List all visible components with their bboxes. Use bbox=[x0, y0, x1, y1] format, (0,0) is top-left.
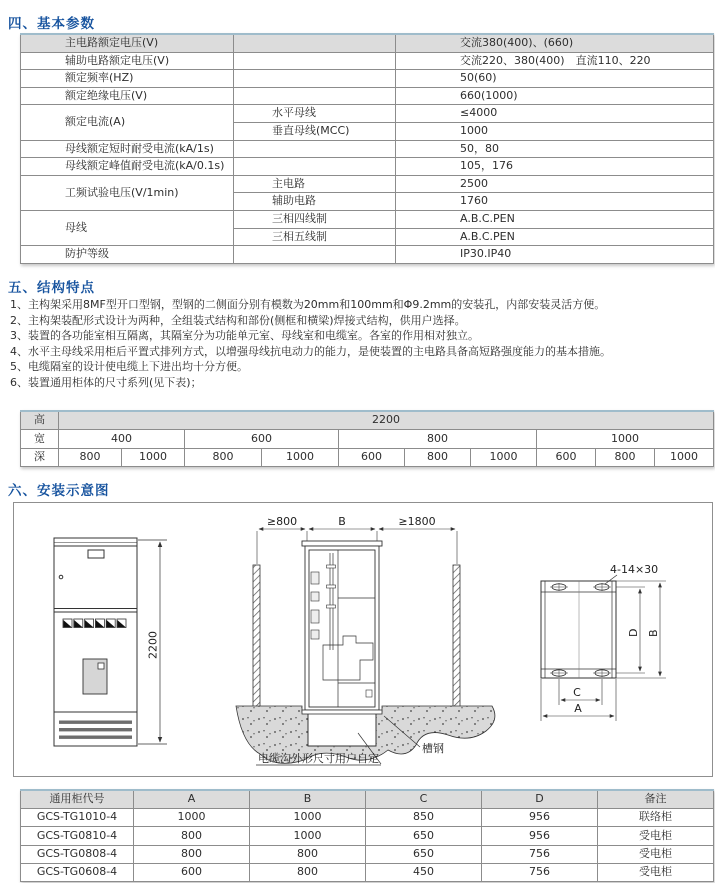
cabinet-code: GCS-TG1010-4 bbox=[21, 809, 134, 827]
param-label: 辅助电路额定电压(V) bbox=[21, 52, 234, 70]
dim-depth-value: 1000 bbox=[262, 448, 339, 466]
dim-depth-value: 600 bbox=[339, 448, 405, 466]
dim-depth-value: 800 bbox=[596, 448, 655, 466]
cable-trench bbox=[309, 713, 375, 745]
cabinet-base bbox=[302, 710, 382, 714]
param-sub: 主电路 bbox=[234, 175, 396, 193]
column-header: 备注 bbox=[598, 790, 714, 809]
table-row bbox=[21, 411, 714, 430]
feature-item: 2、主构架装配形式设计为两种，全组装式结构和部份(侧框和横梁)焊接式结构，供用户选择。 bbox=[10, 313, 466, 327]
cabinet-code: GCS-TG0808-4 bbox=[21, 845, 134, 863]
feature-item: 1、主构架采用8MF型开口型钢，型钢的二侧面分别有模数为20mm和100mm和Φ9.2mm的安装孔，内部安装灵活方便。 bbox=[10, 298, 606, 311]
dim-depth-value: 800 bbox=[405, 448, 471, 466]
cabinet-dim-c: 450 bbox=[366, 863, 482, 881]
cabinet-section-view bbox=[236, 515, 495, 765]
dim-depth-value: 600 bbox=[537, 448, 596, 466]
param-label: 额定电流(A) bbox=[21, 105, 234, 140]
cabinet-dim-d: 956 bbox=[482, 809, 598, 827]
section-cabinet-body bbox=[302, 541, 382, 714]
param-value: 1000 bbox=[396, 122, 714, 140]
param-value: 50，80 bbox=[396, 140, 714, 158]
param-label: 主电路额定电压(V) bbox=[21, 34, 234, 52]
dim-width-value: 400 bbox=[59, 430, 185, 448]
param-sub bbox=[234, 87, 396, 105]
channel-steel-label: 槽钢 bbox=[422, 742, 444, 755]
dim-label: 宽 bbox=[21, 430, 59, 448]
dim-depth-value: 800 bbox=[185, 448, 262, 466]
table-row bbox=[21, 105, 714, 123]
cabinet-dim-a: 800 bbox=[134, 845, 250, 863]
installation-diagram bbox=[13, 502, 713, 777]
dim-depth-value: 800 bbox=[59, 448, 122, 466]
param-sub: 三相五线制 bbox=[234, 228, 396, 246]
dim-depth-value: 1000 bbox=[122, 448, 185, 466]
table-row bbox=[21, 140, 714, 158]
dim-b-label: B bbox=[647, 629, 660, 637]
cabinet-width-label: B bbox=[338, 515, 346, 528]
param-sub bbox=[234, 34, 396, 52]
slot-hole-size-label: 4-14×30 bbox=[610, 563, 659, 576]
dim-a-label: A bbox=[574, 702, 582, 715]
column-header: D bbox=[482, 790, 598, 809]
cabinet-dim-b: 1000 bbox=[250, 827, 366, 845]
param-sub: 三相四线制 bbox=[234, 210, 396, 228]
table-row bbox=[21, 827, 714, 845]
column-header: 通用柜代号 bbox=[21, 790, 134, 809]
table-row bbox=[21, 430, 714, 448]
table-row bbox=[21, 210, 714, 228]
param-sub: 垂直母线(MCC) bbox=[234, 122, 396, 140]
mounting-plan-view bbox=[541, 563, 666, 721]
param-value: 50(60) bbox=[396, 70, 714, 88]
dim-label: 深 bbox=[21, 448, 59, 466]
param-label: 防护等级 bbox=[21, 246, 234, 264]
dim-width-value: 1000 bbox=[537, 430, 714, 448]
dim-depth-value: 1000 bbox=[655, 448, 714, 466]
cabinet-code: GCS-TG0810-4 bbox=[21, 827, 134, 845]
column-header: C bbox=[366, 790, 482, 809]
cabinet-dim-d: 956 bbox=[482, 827, 598, 845]
cabinet-dim-b: 800 bbox=[250, 863, 366, 881]
cabinet-remark: 受电柜 bbox=[598, 863, 714, 881]
cabinet-remark: 联络柜 bbox=[598, 809, 714, 827]
param-sub bbox=[234, 70, 396, 88]
cabinet-dim-a: 1000 bbox=[134, 809, 250, 827]
cabinet-dim-d: 756 bbox=[482, 845, 598, 863]
cabinet-dim-c: 650 bbox=[366, 845, 482, 863]
feature-item: 3、装置的各功能室相互隔离，其隔室分为功能单元室、母线室和电缆室。各室的作用相对独立。 bbox=[10, 329, 479, 342]
right-clearance-label: ≥1800 bbox=[398, 515, 436, 528]
table-row bbox=[21, 863, 714, 881]
param-value: 660(1000) bbox=[396, 87, 714, 105]
param-label: 母线额定短时耐受电流(kA/1s) bbox=[21, 140, 234, 158]
cabinet-code: GCS-TG0608-4 bbox=[21, 863, 134, 881]
cabinet-remark: 受电柜 bbox=[598, 845, 714, 863]
feature-item: 5、电缆隔室的设计使电缆上下进出均十分方便。 bbox=[10, 360, 248, 373]
cabinet-dim-b: 800 bbox=[250, 845, 366, 863]
section-title-structure: 五、结构特点 bbox=[8, 280, 95, 296]
table-row bbox=[21, 52, 714, 70]
param-label: 工频试验电压(V/1min) bbox=[21, 175, 234, 210]
cabinet-dim-c: 650 bbox=[366, 827, 482, 845]
param-sub bbox=[234, 158, 396, 176]
dim-width-value: 600 bbox=[185, 430, 339, 448]
cabinet-dim-a: 600 bbox=[134, 863, 250, 881]
dim-label: 高 bbox=[21, 411, 59, 430]
left-wall bbox=[253, 565, 260, 717]
installation-diagram-drawing bbox=[14, 503, 710, 774]
table-row bbox=[21, 448, 714, 466]
cabinet-remark: 受电柜 bbox=[598, 827, 714, 845]
column-header: B bbox=[250, 790, 366, 809]
section-title-basic-params: 四、基本参数 bbox=[8, 16, 95, 32]
param-value: 交流220、380(400) 直流110、220 bbox=[396, 52, 714, 70]
right-wall bbox=[453, 565, 460, 718]
cabinet-dim-d: 756 bbox=[482, 863, 598, 881]
cabinet-dim-a: 800 bbox=[134, 827, 250, 845]
dim-height-value: 2200 bbox=[59, 411, 714, 430]
param-sub: 水平母线 bbox=[234, 105, 396, 123]
param-sub bbox=[234, 246, 396, 264]
table-row bbox=[21, 809, 714, 827]
param-sub bbox=[234, 140, 396, 158]
param-value: 2500 bbox=[396, 175, 714, 193]
feature-item: 6、装置通用柜体的尺寸系列(见下表)； bbox=[10, 375, 202, 389]
dimension-table bbox=[20, 410, 714, 467]
feature-list bbox=[10, 297, 710, 390]
param-sub bbox=[234, 52, 396, 70]
column-header: A bbox=[134, 790, 250, 809]
trench-note-label: 电缆沟外形尺寸用户自定 bbox=[258, 752, 379, 765]
param-value: ≤4000 bbox=[396, 105, 714, 123]
table-row bbox=[21, 34, 714, 52]
param-label: 母线额定峰值耐受电流(kA/0.1s) bbox=[21, 158, 234, 176]
dim-c-label: C bbox=[573, 686, 581, 699]
table-row bbox=[21, 87, 714, 105]
front-height-label: 2200 bbox=[146, 631, 160, 659]
param-value: 交流380(400)、(660) bbox=[396, 34, 714, 52]
table-row bbox=[21, 70, 714, 88]
cabinet-dim-b: 1000 bbox=[250, 809, 366, 827]
param-label: 额定频率(HZ) bbox=[21, 70, 234, 88]
left-clearance-label: ≥800 bbox=[266, 515, 298, 528]
table-row bbox=[21, 158, 714, 176]
dim-d-label: D bbox=[627, 628, 640, 637]
param-value: 105，176 bbox=[396, 158, 714, 176]
table-row bbox=[21, 246, 714, 264]
cabinet-models-table bbox=[20, 789, 714, 882]
cabinet-dim-c: 850 bbox=[366, 809, 482, 827]
vent-slots bbox=[59, 721, 132, 739]
param-label: 额定绝缘电压(V) bbox=[21, 87, 234, 105]
dim-depth-value: 1000 bbox=[471, 448, 537, 466]
table-row bbox=[21, 175, 714, 193]
table-row bbox=[21, 845, 714, 863]
param-value: A.B.C.PEN bbox=[396, 228, 714, 246]
basic-params-table bbox=[20, 33, 714, 264]
param-label: 母线 bbox=[21, 210, 234, 245]
dim-width-value: 800 bbox=[339, 430, 537, 448]
table-header-row bbox=[21, 790, 714, 809]
section-title-installation: 六、安装示意图 bbox=[8, 483, 110, 499]
feature-item: 4、水平主母线采用柜后平置式排列方式，以增强母线抗电动力的能力，是使装置的主电路具备高短路强度能力的基本措施。 bbox=[10, 344, 611, 358]
cabinet-front-view bbox=[54, 538, 167, 746]
param-sub: 辅助电路 bbox=[234, 193, 396, 211]
param-value: 1760 bbox=[396, 193, 714, 211]
param-value: A.B.C.PEN bbox=[396, 210, 714, 228]
param-value: IP30.IP40 bbox=[396, 246, 714, 264]
